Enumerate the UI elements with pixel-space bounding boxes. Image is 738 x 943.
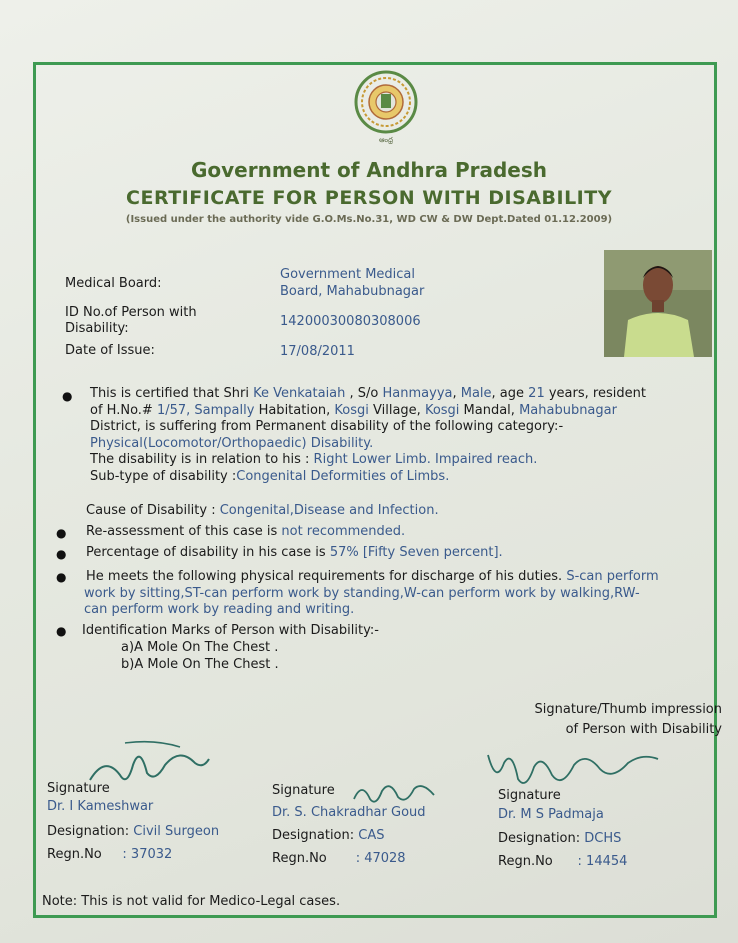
designation-value: Civil Surgeon bbox=[133, 824, 220, 839]
state-emblem-seal bbox=[350, 68, 422, 148]
bullet-dot: ● bbox=[62, 389, 73, 403]
reassessment-value: not recommended. bbox=[281, 524, 406, 539]
signature-label: Signature bbox=[272, 783, 335, 798]
text-fragment: Re-assessment of this case is bbox=[86, 524, 282, 539]
regn-label: Regn.No bbox=[498, 854, 553, 869]
certificate-title: CERTIFICATE FOR PERSON WITH DISABILITY bbox=[126, 187, 612, 209]
regn-value: : 14454 bbox=[577, 854, 628, 869]
svg-text:ఆంధ్ర: ఆంధ్ర bbox=[378, 136, 394, 144]
person-name: Ke Venkataiah bbox=[253, 386, 346, 401]
disability-subtype: Congenital Deformities of Limbs. bbox=[236, 468, 450, 484]
date-of-issue-value: 17/08/2011 bbox=[280, 344, 355, 359]
designation-label: Designation: bbox=[47, 824, 130, 839]
bullet-dot: ● bbox=[56, 547, 67, 561]
text-fragment: , bbox=[452, 386, 461, 401]
medical-board-value-line1: Government Medical bbox=[280, 267, 416, 282]
age-value: 21 bbox=[528, 386, 545, 401]
percentage-line bbox=[86, 545, 503, 562]
signature-label: Signature bbox=[47, 781, 110, 796]
mandal-name: Kosgi bbox=[424, 402, 460, 418]
bullet-dot: ● bbox=[56, 526, 67, 540]
medical-board-value-line2: Board, Mahabubnagar bbox=[280, 284, 425, 299]
identification-marks-label: Identification Marks of Person with Disability:- bbox=[82, 623, 379, 638]
regn-value: : 47028 bbox=[355, 851, 406, 866]
regn-label: Regn.No bbox=[272, 851, 327, 866]
disability-relation: Right Lower Limb. Impaired reach. bbox=[313, 452, 538, 467]
text-fragment: of H.No.# bbox=[90, 402, 157, 418]
text-fragment: The disability is in relation to his : bbox=[90, 452, 314, 467]
regn-value: : 37032 bbox=[122, 847, 173, 862]
text-fragment: Habitation, bbox=[254, 402, 335, 418]
requirements-line-3: can perform work by reading and writing. bbox=[84, 602, 355, 617]
designation-value: DCHS bbox=[584, 831, 622, 846]
signatory-block-1 bbox=[47, 777, 219, 866]
bullet-dot: ● bbox=[56, 570, 67, 584]
designation-label: Designation: bbox=[272, 828, 355, 843]
text-fragment: Sub-type of disability : bbox=[90, 468, 237, 484]
text-fragment: , S/o bbox=[345, 386, 383, 401]
signature-label: Signature bbox=[498, 788, 561, 803]
requirements-line-1 bbox=[86, 569, 716, 586]
issuing-authority-note: (Issued under the authority vide G.O.Ms.No.31, WD CW & DW Dept.Dated 01.12.2009) bbox=[125, 214, 613, 225]
text-fragment: This is certified that Shri bbox=[90, 386, 254, 401]
caption-line: of Person with Disability bbox=[565, 722, 722, 737]
cause-value: Congenital,Disease and Infection. bbox=[219, 503, 439, 518]
requirements-line-2: work by sitting,ST-can perform work by standing,W-can perform work by walking,RW- bbox=[84, 585, 640, 601]
designation-label: Designation: bbox=[498, 831, 581, 846]
certification-paragraph bbox=[90, 386, 710, 485]
validity-note: Note: This is not valid for Medico-Legal cases. bbox=[42, 894, 341, 909]
percentage-value: 57% [Fifty Seven percent]. bbox=[329, 545, 503, 560]
caption-line: Signature/Thumb impression bbox=[534, 702, 722, 717]
district-name: Mahabubnagar bbox=[519, 402, 617, 418]
identification-mark-a: a)A Mole On The Chest . bbox=[121, 640, 279, 655]
signatory-name: Dr. M S Padmaja bbox=[498, 807, 604, 822]
text-fragment: Village, bbox=[368, 402, 425, 418]
requirements-value: S-can perform bbox=[566, 569, 659, 584]
certification-line-2 bbox=[90, 403, 710, 420]
person-photo bbox=[604, 250, 712, 357]
text-fragment: Mandal, bbox=[459, 402, 520, 418]
signatory-name: Dr. I Kameshwar bbox=[47, 799, 154, 814]
signatory-block-3 bbox=[498, 784, 627, 873]
identification-mark-b: b)A Mole On The Chest . bbox=[121, 657, 279, 672]
date-of-issue-label: Date of Issue: bbox=[65, 343, 155, 358]
village-name: Kosgi bbox=[334, 402, 369, 418]
signatory-name: Dr. S. Chakradhar Goud bbox=[272, 805, 426, 820]
signatory-block-2 bbox=[272, 779, 426, 870]
certification-line-6 bbox=[90, 469, 710, 486]
disability-category: Physical(Locomotor/Orthopaedic) Disability. bbox=[90, 435, 374, 451]
issuing-government: Government of Andhra Pradesh bbox=[190, 158, 548, 182]
id-number-value: 14200030080308006 bbox=[280, 314, 421, 329]
physical-requirements bbox=[86, 569, 716, 619]
text-fragment: Percentage of disability in his case is bbox=[86, 545, 330, 560]
person-signature-caption bbox=[470, 700, 722, 740]
house-number: 1/57, Sampally bbox=[156, 402, 255, 418]
cause-of-disability bbox=[86, 503, 439, 520]
reassessment-line bbox=[86, 524, 405, 541]
text-fragment: years, resident bbox=[544, 386, 646, 401]
text-fragment: Cause of Disability : bbox=[86, 503, 220, 518]
text-fragment: , age bbox=[491, 386, 529, 401]
bullet-dot: ● bbox=[56, 624, 67, 638]
designation-value: CAS bbox=[358, 828, 385, 843]
gender-value: Male bbox=[460, 386, 492, 401]
regn-label: Regn.No bbox=[47, 847, 102, 862]
certification-line-1 bbox=[90, 386, 710, 403]
certification-line-3: District, is suffering from Permanent disability of the following category:- bbox=[90, 419, 564, 434]
id-label-line1: ID No.of Person with bbox=[65, 305, 197, 320]
certification-line-5 bbox=[90, 452, 710, 469]
id-label-line2: Disability: bbox=[65, 321, 129, 336]
father-name: Hanmayya bbox=[382, 386, 453, 401]
medical-board-label: Medical Board: bbox=[65, 276, 162, 291]
text-fragment: He meets the following physical requirements for discharge of his duties. bbox=[86, 569, 567, 584]
